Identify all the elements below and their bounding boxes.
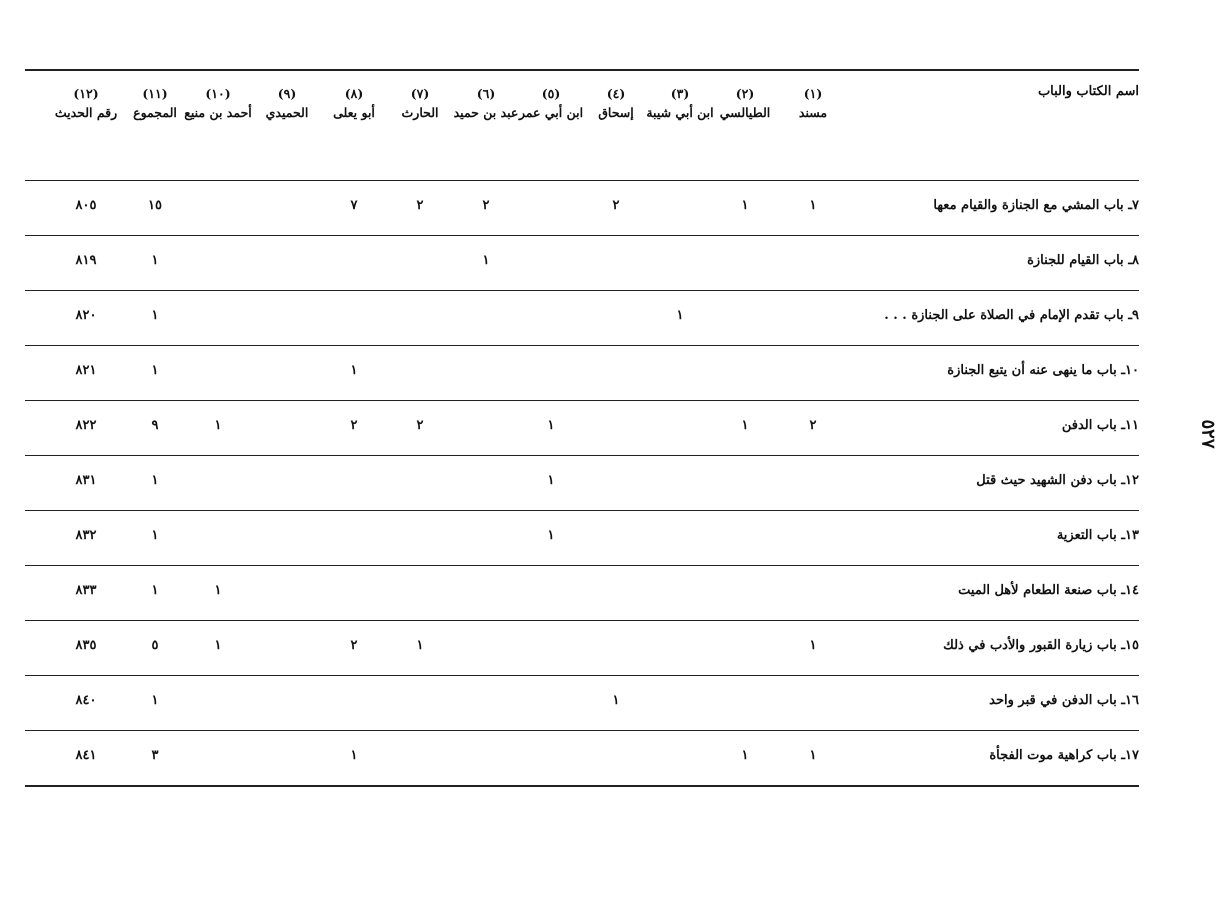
table-cell: ٢: [612, 198, 620, 213]
table-cell: ٨٣١: [75, 473, 97, 488]
chapter-title: ٨ـ باب القيام للجنازة: [1027, 253, 1139, 268]
table-cell: ١: [809, 638, 817, 653]
table-cell: ١: [151, 528, 159, 543]
table-cell: ١: [214, 418, 222, 433]
header-title: اسم الكتاب والباب: [1037, 84, 1139, 99]
table-cell: ١: [350, 363, 358, 378]
chapter-title: ١٠ـ باب ما ينهى عنه أن يتبع الجنازة: [947, 363, 1139, 378]
column-header: [120, 84, 190, 122]
chapter-title: ١٥ـ باب زيارة القبور والأدب في ذلك: [943, 638, 1139, 653]
column-header: [183, 84, 253, 122]
table-cell: ١: [741, 748, 749, 763]
column-number: (١٠): [205, 86, 231, 101]
header-rule: [25, 180, 1139, 181]
column-number: (٩): [277, 86, 297, 101]
table-cell: ١: [350, 748, 358, 763]
column-number: (١٢): [73, 86, 99, 101]
row-rule: [25, 345, 1139, 346]
table-cell: ٩: [151, 418, 159, 433]
table-cell: ١: [741, 198, 749, 213]
row-rule: [25, 785, 1139, 787]
table-cell: ١: [482, 253, 490, 268]
page-number: ٥٢٧: [1197, 419, 1219, 449]
table-cell: ٢: [350, 638, 358, 653]
row-rule: [25, 730, 1139, 731]
table-cell: ٨٣٢: [75, 528, 97, 543]
column-number: (١١): [142, 86, 168, 101]
table-cell: ١: [151, 253, 159, 268]
column-number: (١): [803, 86, 823, 101]
chapter-title: ٩ـ باب تقدم الإمام في الصلاة على الجنازة . . .: [884, 308, 1139, 323]
column-header: [645, 84, 715, 122]
column-header: [252, 84, 322, 122]
table-cell: ١: [151, 693, 159, 708]
table-cell: ٣: [151, 748, 159, 763]
table-cell: ١: [151, 363, 159, 378]
chapter-title: ١٦ـ باب الدفن في قبر واحد: [989, 693, 1139, 708]
table-cell: ١: [809, 198, 817, 213]
column-header: [451, 84, 521, 122]
column-label: الحميدي: [265, 105, 309, 120]
table-cell: ١: [809, 748, 817, 763]
column-number: (٢): [735, 86, 755, 101]
column-header: [385, 84, 455, 122]
table-cell: ١: [741, 418, 749, 433]
table-cell: ٢: [482, 198, 490, 213]
chapter-title: ١٧ـ باب كراهية موت الفجأة: [989, 748, 1139, 763]
column-header: [581, 84, 651, 122]
column-label: الحارث: [401, 105, 439, 120]
table-cell: ٢: [350, 418, 358, 433]
column-number: (٥): [541, 86, 561, 101]
table-cell: ٨٤٠: [75, 693, 97, 708]
table-cell: ١: [676, 308, 684, 323]
column-label: الطيالسي: [719, 105, 771, 120]
row-rule: [25, 510, 1139, 511]
table-cell: ١: [547, 418, 555, 433]
column-number: (٣): [670, 86, 690, 101]
column-label: المجموع: [133, 105, 177, 120]
table-cell: ٨٤١: [75, 748, 97, 763]
table-top-rule: [25, 69, 1139, 71]
row-rule: [25, 290, 1139, 291]
table-cell: ٢: [416, 418, 424, 433]
column-header: [319, 84, 389, 122]
column-number: (٧): [410, 86, 430, 101]
table-cell: ١: [151, 473, 159, 488]
column-label: ابن أبي عمر: [518, 105, 584, 120]
table-cell: ١: [151, 583, 159, 598]
table-cell: ٨٠٥: [75, 198, 97, 213]
chapter-title: ١٣ـ باب التعزية: [1056, 528, 1139, 543]
table-cell: ٢: [416, 198, 424, 213]
table-cell: ٧: [350, 198, 358, 213]
table-cell: ١: [547, 528, 555, 543]
table-cell: ٥: [151, 638, 159, 653]
chapter-title: ١١ـ باب الدفن: [1061, 418, 1139, 433]
table-cell: ١: [214, 638, 222, 653]
column-label: عبد بن حميد: [453, 105, 519, 120]
column-number: (٨): [344, 86, 364, 101]
table-cell: ٨١٩: [75, 253, 97, 268]
column-header: [710, 84, 780, 122]
row-rule: [25, 675, 1139, 676]
table-cell: ٢: [809, 418, 817, 433]
table-cell: ٨٢١: [75, 363, 97, 378]
column-header: [516, 84, 586, 122]
row-rule: [25, 565, 1139, 566]
table-cell: ٨٢٠: [75, 308, 97, 323]
table-cell: ٨٣٥: [75, 638, 97, 653]
row-rule: [25, 455, 1139, 456]
table-cell: ١: [416, 638, 424, 653]
chapter-title: ١٤ـ باب صنعة الطعام لأهل الميت: [958, 583, 1139, 598]
column-label: رقم الحديث: [54, 105, 118, 120]
column-label: أبو يعلى: [333, 105, 375, 120]
column-label: مسند: [798, 105, 828, 120]
table-cell: ١: [151, 308, 159, 323]
table-cell: ١: [547, 473, 555, 488]
column-number: (٦): [476, 86, 496, 101]
table-cell: ١: [612, 693, 620, 708]
column-number: (٤): [606, 86, 626, 101]
chapter-title: ١٢ـ باب دفن الشهيد حيث قتل: [976, 473, 1139, 488]
table-cell: ٨٣٣: [75, 583, 97, 598]
table-cell: ١: [214, 583, 222, 598]
row-rule: [25, 620, 1139, 621]
column-label: ابن أبي شيبة: [646, 105, 714, 120]
row-rule: [25, 235, 1139, 236]
column-label: أحمد بن منيع: [184, 105, 252, 120]
table-cell: ١٥: [148, 198, 162, 213]
column-label: إسحاق: [598, 105, 634, 120]
row-rule: [25, 400, 1139, 401]
chapter-title: ٧ـ باب المشي مع الجنازة والقيام معها: [933, 198, 1139, 213]
column-header: [778, 84, 848, 122]
column-header: [51, 84, 121, 122]
table-cell: ٨٢٢: [75, 418, 97, 433]
